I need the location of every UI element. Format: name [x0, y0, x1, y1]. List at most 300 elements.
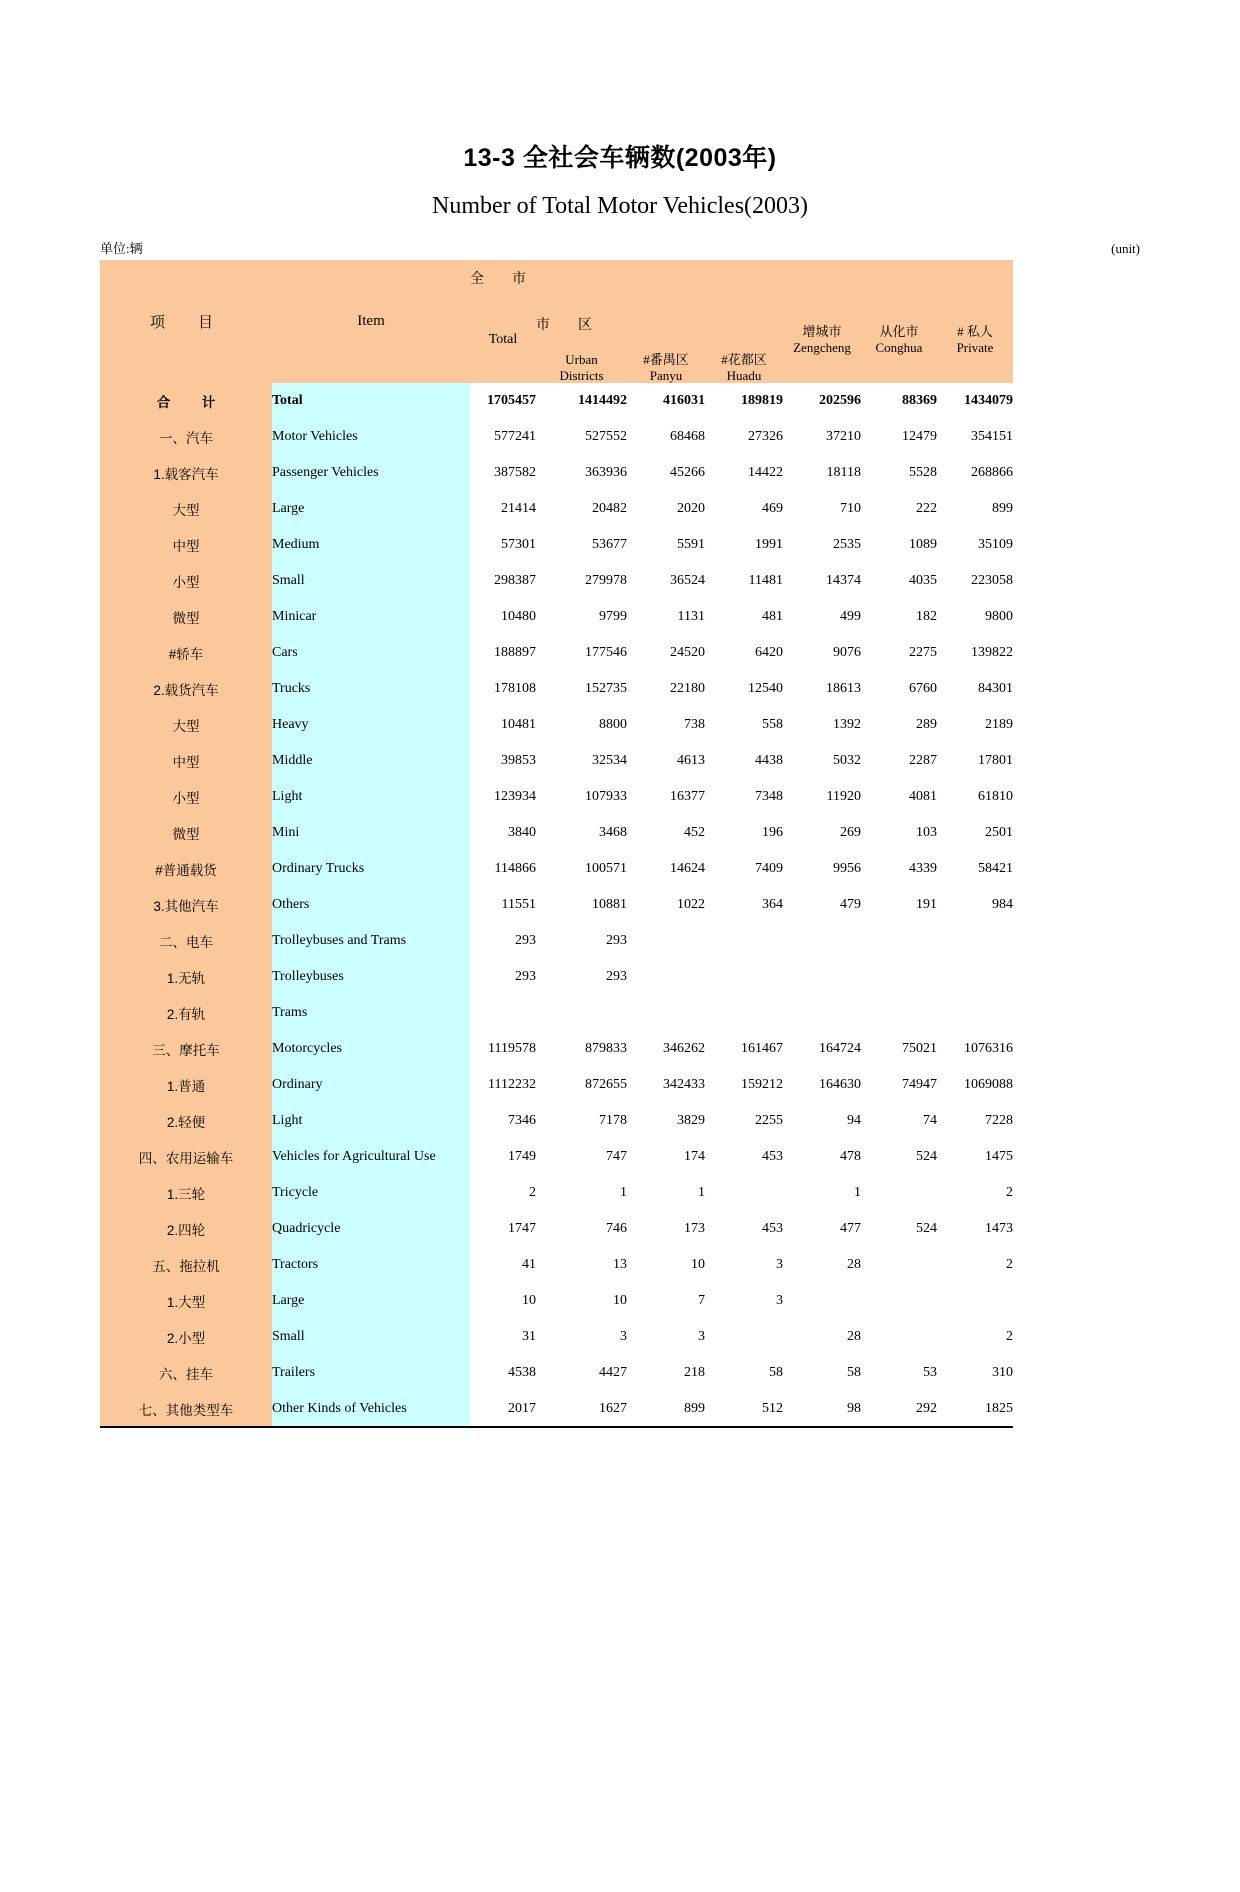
- cell-zengcheng: [783, 923, 861, 959]
- table-row: [100, 851, 1013, 887]
- table-row: [100, 1247, 1013, 1283]
- cell-urban-districts: 746: [536, 1211, 627, 1247]
- row-label-cn: 小型: [100, 779, 272, 815]
- cell-urban-districts: 747: [536, 1139, 627, 1175]
- cell-conghua: 4339: [861, 851, 937, 887]
- cell-urban-districts: 13: [536, 1247, 627, 1283]
- cell-urban-districts: 293: [536, 959, 627, 995]
- row-label-en: Total: [272, 383, 470, 419]
- header-col-huadu: [705, 352, 783, 383]
- page-title-cn: 13-3 全社会车辆数(2003年): [463, 144, 777, 172]
- cell-urban-districts: 3: [536, 1319, 627, 1355]
- cell-conghua: 2275: [861, 635, 937, 671]
- table-row: [100, 707, 1013, 743]
- cell-panyu: 14624: [627, 851, 705, 887]
- header-col-conghua: [861, 296, 937, 383]
- cell-zengcheng: 28: [783, 1247, 861, 1283]
- table-row: [100, 1067, 1013, 1103]
- cell-total: 2017: [470, 1391, 536, 1427]
- cell-total: 21414: [470, 491, 536, 527]
- cell-private: 2: [937, 1247, 1013, 1283]
- cell-conghua: 74947: [861, 1067, 937, 1103]
- cell-private: 310: [937, 1355, 1013, 1391]
- row-label-cn: 2.轻便: [100, 1103, 272, 1139]
- cell-zengcheng: 37210: [783, 419, 861, 455]
- cell-total: 7346: [470, 1103, 536, 1139]
- cell-urban-districts: 100571: [536, 851, 627, 887]
- cell-urban-districts: 10881: [536, 887, 627, 923]
- cell-private: [937, 1283, 1013, 1319]
- row-label-en: Light: [272, 779, 470, 815]
- row-label-cn: 二、电车: [100, 923, 272, 959]
- cell-conghua: 4035: [861, 563, 937, 599]
- header-item-cn: 项 目: [100, 260, 272, 383]
- cell-huadu: 27326: [705, 419, 783, 455]
- cell-zengcheng: 710: [783, 491, 861, 527]
- row-label-en: Medium: [272, 527, 470, 563]
- header-item-en: Item: [272, 260, 470, 383]
- row-label-cn: #轿车: [100, 635, 272, 671]
- cell-huadu: 161467: [705, 1031, 783, 1067]
- cell-zengcheng: [783, 1283, 861, 1319]
- cell-conghua: 191: [861, 887, 937, 923]
- table-row: [100, 1319, 1013, 1355]
- header-private-en: Private: [956, 339, 994, 355]
- cell-urban-districts: 3468: [536, 815, 627, 851]
- row-label-en: Tricycle: [272, 1175, 470, 1211]
- cell-urban-districts: 872655: [536, 1067, 627, 1103]
- cell-huadu: 159212: [705, 1067, 783, 1103]
- header-col-total: Total: [470, 296, 536, 383]
- cell-panyu: 10: [627, 1247, 705, 1283]
- row-label-en: Trams: [272, 995, 470, 1031]
- row-label-cn: 七、其他类型车: [100, 1391, 272, 1427]
- cell-private: 1473: [937, 1211, 1013, 1247]
- row-label-cn: 1.大型: [100, 1283, 272, 1319]
- unit-label-en: (unit): [1111, 241, 1140, 256]
- header-urban-line2: Districts: [559, 367, 604, 383]
- cell-urban-districts: 32534: [536, 743, 627, 779]
- table-row: [100, 887, 1013, 923]
- cell-total: 293: [470, 923, 536, 959]
- cell-zengcheng: 9076: [783, 635, 861, 671]
- table-body: [100, 383, 1013, 1427]
- unit-label-cn: 单位:辆: [100, 241, 143, 256]
- cell-private: 1069088: [937, 1067, 1013, 1103]
- row-label-cn: 2.载货汽车: [100, 671, 272, 707]
- cell-panyu: 7: [627, 1283, 705, 1319]
- table-row: [100, 419, 1013, 455]
- cell-private: 1434079: [937, 383, 1013, 419]
- cell-panyu: 1: [627, 1175, 705, 1211]
- row-label-en: Middle: [272, 743, 470, 779]
- cell-urban-districts: 177546: [536, 635, 627, 671]
- cell-total: 10481: [470, 707, 536, 743]
- table-row: [100, 1103, 1013, 1139]
- cell-huadu: 3: [705, 1247, 783, 1283]
- cell-conghua: [861, 1319, 937, 1355]
- cell-huadu: 3: [705, 1283, 783, 1319]
- cell-conghua: 53: [861, 1355, 937, 1391]
- cell-conghua: 12479: [861, 419, 937, 455]
- cell-total: 39853: [470, 743, 536, 779]
- header-conghua-en: Conghua: [875, 339, 923, 355]
- row-label-cn: 大型: [100, 491, 272, 527]
- row-label-cn: 小型: [100, 563, 272, 599]
- cell-total: 1705457: [470, 383, 536, 419]
- cell-total: 4538: [470, 1355, 536, 1391]
- cell-conghua: 74: [861, 1103, 937, 1139]
- table-row: [100, 1283, 1013, 1319]
- cell-conghua: 524: [861, 1139, 937, 1175]
- cell-urban-districts: 20482: [536, 491, 627, 527]
- cell-huadu: [705, 1319, 783, 1355]
- row-label-en: Trailers: [272, 1355, 470, 1391]
- cell-urban-districts: 879833: [536, 1031, 627, 1067]
- row-label-cn: #普通载货: [100, 851, 272, 887]
- cell-private: 899: [937, 491, 1013, 527]
- cell-total: 57301: [470, 527, 536, 563]
- cell-panyu: 16377: [627, 779, 705, 815]
- row-label-en: Trolleybuses: [272, 959, 470, 995]
- cell-panyu: 1131: [627, 599, 705, 635]
- cell-private: 2: [937, 1319, 1013, 1355]
- cell-private: 7228: [937, 1103, 1013, 1139]
- row-label-cn: 微型: [100, 815, 272, 851]
- cell-panyu: 4613: [627, 743, 705, 779]
- header-huadu-cn: #花都区: [721, 352, 767, 368]
- table-row: [100, 1391, 1013, 1427]
- row-label-cn: 中型: [100, 743, 272, 779]
- cell-private: 17801: [937, 743, 1013, 779]
- cell-private: 1825: [937, 1391, 1013, 1427]
- cell-huadu: [705, 1175, 783, 1211]
- cell-conghua: 182: [861, 599, 937, 635]
- cell-conghua: 1089: [861, 527, 937, 563]
- row-label-cn: 一、汽车: [100, 419, 272, 455]
- cell-urban-districts: 1414492: [536, 383, 627, 419]
- cell-panyu: 173: [627, 1211, 705, 1247]
- row-label-en: Ordinary: [272, 1067, 470, 1103]
- cell-total: 41: [470, 1247, 536, 1283]
- cell-huadu: 2255: [705, 1103, 783, 1139]
- row-label-en: Tractors: [272, 1247, 470, 1283]
- cell-private: 1076316: [937, 1031, 1013, 1067]
- table-row: [100, 455, 1013, 491]
- table-row: [100, 1355, 1013, 1391]
- header-col-zengcheng: [783, 296, 861, 383]
- cell-total: 123934: [470, 779, 536, 815]
- table-row: [100, 923, 1013, 959]
- row-label-cn: 微型: [100, 599, 272, 635]
- row-label-en: Passenger Vehicles: [272, 455, 470, 491]
- table-row: [100, 743, 1013, 779]
- row-label-en: Cars: [272, 635, 470, 671]
- cell-urban-districts: 279978: [536, 563, 627, 599]
- cell-private: 2189: [937, 707, 1013, 743]
- cell-zengcheng: 98: [783, 1391, 861, 1427]
- cell-panyu: [627, 995, 705, 1031]
- header-private-cn: # 私人: [957, 324, 993, 340]
- cell-urban-districts: 10: [536, 1283, 627, 1319]
- cell-private: 354151: [937, 419, 1013, 455]
- table-row: [100, 563, 1013, 599]
- table-row: [100, 995, 1013, 1031]
- table-header: [100, 260, 1013, 383]
- cell-huadu: 12540: [705, 671, 783, 707]
- cell-total: 1749: [470, 1139, 536, 1175]
- cell-huadu: 364: [705, 887, 783, 923]
- cell-panyu: [627, 959, 705, 995]
- cell-total: 2: [470, 1175, 536, 1211]
- row-label-en: Large: [272, 491, 470, 527]
- cell-zengcheng: 1: [783, 1175, 861, 1211]
- row-label-en: Vehicles for Agricultural Use: [272, 1139, 470, 1175]
- cell-private: 9800: [937, 599, 1013, 635]
- row-label-en: Small: [272, 563, 470, 599]
- cell-total: 1119578: [470, 1031, 536, 1067]
- table-row: [100, 491, 1013, 527]
- unit-bar: [100, 242, 1140, 255]
- cell-zengcheng: 58: [783, 1355, 861, 1391]
- cell-zengcheng: 478: [783, 1139, 861, 1175]
- table-row: [100, 779, 1013, 815]
- row-label-cn: 2.有轨: [100, 995, 272, 1031]
- row-label-en: Trolleybuses and Trams: [272, 923, 470, 959]
- cell-total: 188897: [470, 635, 536, 671]
- cell-urban-districts: 7178: [536, 1103, 627, 1139]
- cell-private: [937, 959, 1013, 995]
- cell-conghua: [861, 995, 937, 1031]
- cell-private: [937, 995, 1013, 1031]
- cell-huadu: 189819: [705, 383, 783, 419]
- cell-private: 984: [937, 887, 1013, 923]
- cell-total: 11551: [470, 887, 536, 923]
- header-huadu-en: Huadu: [726, 367, 762, 383]
- cell-private: [937, 923, 1013, 959]
- cell-conghua: 289: [861, 707, 937, 743]
- row-label-cn: 1.普通: [100, 1067, 272, 1103]
- cell-panyu: 416031: [627, 383, 705, 419]
- row-label-en: Small: [272, 1319, 470, 1355]
- header-col-private: [937, 296, 1013, 383]
- table-row: [100, 1139, 1013, 1175]
- table-row: [100, 1175, 1013, 1211]
- cell-huadu: 11481: [705, 563, 783, 599]
- row-label-en: Light: [272, 1103, 470, 1139]
- cell-private: 2: [937, 1175, 1013, 1211]
- header-col-panyu: [627, 352, 705, 383]
- cell-panyu: 24520: [627, 635, 705, 671]
- cell-conghua: 6760: [861, 671, 937, 707]
- page-title-en: Number of Total Motor Vehicles(2003): [431, 193, 809, 219]
- cell-zengcheng: 14374: [783, 563, 861, 599]
- cell-panyu: 1022: [627, 887, 705, 923]
- cell-panyu: 899: [627, 1391, 705, 1427]
- cell-zengcheng: 9956: [783, 851, 861, 887]
- cell-conghua: [861, 959, 937, 995]
- cell-total: 31: [470, 1319, 536, 1355]
- cell-total: 298387: [470, 563, 536, 599]
- cell-huadu: 453: [705, 1139, 783, 1175]
- cell-conghua: 103: [861, 815, 937, 851]
- cell-total: 577241: [470, 419, 536, 455]
- cell-panyu: 45266: [627, 455, 705, 491]
- header-panyu-en: Panyu: [649, 367, 683, 383]
- cell-panyu: 5591: [627, 527, 705, 563]
- cell-total: 178108: [470, 671, 536, 707]
- header-col-urban-districts: [536, 352, 627, 383]
- cell-huadu: 469: [705, 491, 783, 527]
- cell-private: 61810: [937, 779, 1013, 815]
- row-label-en: Motorcycles: [272, 1031, 470, 1067]
- row-label-en: Others: [272, 887, 470, 923]
- cell-zengcheng: [783, 995, 861, 1031]
- cell-zengcheng: 477: [783, 1211, 861, 1247]
- row-label-cn: 3.其他汽车: [100, 887, 272, 923]
- cell-zengcheng: 28: [783, 1319, 861, 1355]
- table-row: [100, 671, 1013, 707]
- cell-huadu: 6420: [705, 635, 783, 671]
- table-row: [100, 599, 1013, 635]
- cell-private: 1475: [937, 1139, 1013, 1175]
- row-label-cn: 合 计: [100, 383, 272, 419]
- row-label-en: Other Kinds of Vehicles: [272, 1391, 470, 1427]
- cell-panyu: 346262: [627, 1031, 705, 1067]
- row-label-cn: 1.载客汽车: [100, 455, 272, 491]
- cell-conghua: 2287: [861, 743, 937, 779]
- cell-zengcheng: 164724: [783, 1031, 861, 1067]
- cell-huadu: 4438: [705, 743, 783, 779]
- cell-private: 268866: [937, 455, 1013, 491]
- cell-zengcheng: 499: [783, 599, 861, 635]
- cell-huadu: 196: [705, 815, 783, 851]
- cell-zengcheng: [783, 959, 861, 995]
- cell-total: 10480: [470, 599, 536, 635]
- cell-conghua: 292: [861, 1391, 937, 1427]
- header-citywide-cn: 全 市: [470, 260, 1013, 296]
- cell-huadu: [705, 995, 783, 1031]
- row-label-cn: 大型: [100, 707, 272, 743]
- cell-total: 293: [470, 959, 536, 995]
- cell-private: 58421: [937, 851, 1013, 887]
- cell-urban-districts: 107933: [536, 779, 627, 815]
- row-label-cn: 六、挂车: [100, 1355, 272, 1391]
- table-row: [100, 635, 1013, 671]
- cell-zengcheng: 1392: [783, 707, 861, 743]
- cell-private: 139822: [937, 635, 1013, 671]
- cell-total: 3840: [470, 815, 536, 851]
- cell-conghua: [861, 1247, 937, 1283]
- cell-urban-districts: [536, 995, 627, 1031]
- cell-urban-districts: 152735: [536, 671, 627, 707]
- cell-urban-districts: 293: [536, 923, 627, 959]
- cell-panyu: 36524: [627, 563, 705, 599]
- table-row: [100, 527, 1013, 563]
- cell-zengcheng: 11920: [783, 779, 861, 815]
- cell-huadu: 558: [705, 707, 783, 743]
- header-row-1: [100, 260, 1013, 296]
- row-label-en: Ordinary Trucks: [272, 851, 470, 887]
- cell-zengcheng: 94: [783, 1103, 861, 1139]
- row-label-cn: 中型: [100, 527, 272, 563]
- cell-panyu: 342433: [627, 1067, 705, 1103]
- cell-private: 223058: [937, 563, 1013, 599]
- cell-panyu: 452: [627, 815, 705, 851]
- header-conghua-cn: 从化市: [879, 324, 919, 340]
- cell-zengcheng: 2535: [783, 527, 861, 563]
- cell-private: 84301: [937, 671, 1013, 707]
- cell-huadu: 512: [705, 1391, 783, 1427]
- cell-conghua: 524: [861, 1211, 937, 1247]
- cell-huadu: 1991: [705, 527, 783, 563]
- cell-huadu: [705, 959, 783, 995]
- cell-conghua: 88369: [861, 383, 937, 419]
- cell-total: 10: [470, 1283, 536, 1319]
- cell-conghua: [861, 923, 937, 959]
- cell-urban-districts: 53677: [536, 527, 627, 563]
- cell-conghua: 222: [861, 491, 937, 527]
- cell-huadu: [705, 923, 783, 959]
- cell-zengcheng: 18613: [783, 671, 861, 707]
- cell-total: 1747: [470, 1211, 536, 1247]
- cell-urban-districts: 9799: [536, 599, 627, 635]
- cell-panyu: 2020: [627, 491, 705, 527]
- table-row: [100, 815, 1013, 851]
- table-row: [100, 383, 1013, 419]
- cell-conghua: [861, 1175, 937, 1211]
- row-label-en: Minicar: [272, 599, 470, 635]
- cell-huadu: 58: [705, 1355, 783, 1391]
- row-label-en: Motor Vehicles: [272, 419, 470, 455]
- cell-urban-districts: 8800: [536, 707, 627, 743]
- row-label-en: Large: [272, 1283, 470, 1319]
- cell-private: 2501: [937, 815, 1013, 851]
- table-row: [100, 959, 1013, 995]
- table-row: [100, 1211, 1013, 1247]
- row-label-cn: 五、拖拉机: [100, 1247, 272, 1283]
- row-label-cn: 2.四轮: [100, 1211, 272, 1247]
- cell-conghua: 75021: [861, 1031, 937, 1067]
- cell-urban-districts: 1627: [536, 1391, 627, 1427]
- row-label-en: Heavy: [272, 707, 470, 743]
- cell-private: 35109: [937, 527, 1013, 563]
- vehicles-table: [100, 260, 1013, 1428]
- page-root: [0, 138, 1240, 1892]
- cell-panyu: 218: [627, 1355, 705, 1391]
- cell-huadu: 14422: [705, 455, 783, 491]
- cell-huadu: 7409: [705, 851, 783, 887]
- header-zengcheng-cn: 增城市: [802, 324, 842, 340]
- row-label-cn: 三、摩托车: [100, 1031, 272, 1067]
- cell-panyu: [627, 923, 705, 959]
- cell-urban-districts: 1: [536, 1175, 627, 1211]
- cell-panyu: 3: [627, 1319, 705, 1355]
- cell-urban-districts: 527552: [536, 419, 627, 455]
- cell-huadu: 481: [705, 599, 783, 635]
- cell-huadu: 7348: [705, 779, 783, 815]
- cell-panyu: 3829: [627, 1103, 705, 1139]
- cell-panyu: 738: [627, 707, 705, 743]
- cell-panyu: 68468: [627, 419, 705, 455]
- cell-zengcheng: 479: [783, 887, 861, 923]
- table-row: [100, 1031, 1013, 1067]
- row-label-cn: 四、农用运输车: [100, 1139, 272, 1175]
- cell-total: 387582: [470, 455, 536, 491]
- cell-conghua: [861, 1283, 937, 1319]
- cell-panyu: 174: [627, 1139, 705, 1175]
- cell-urban-districts: 363936: [536, 455, 627, 491]
